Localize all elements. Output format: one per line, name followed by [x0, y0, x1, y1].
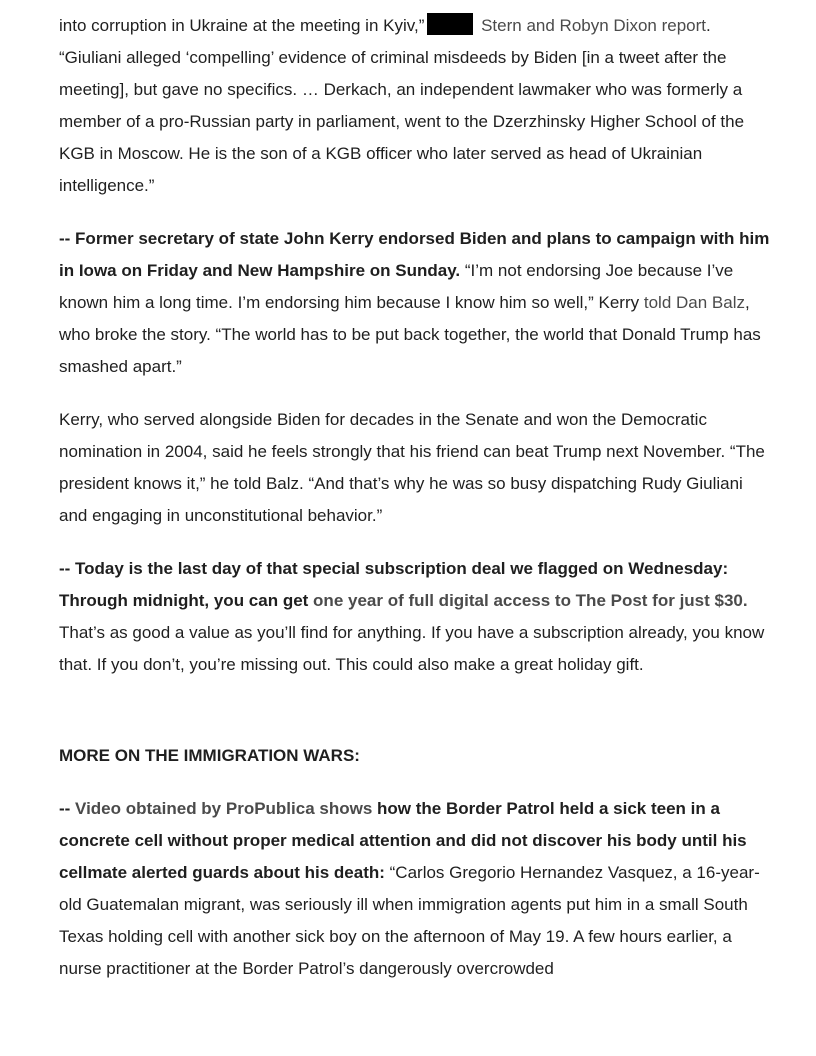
paragraph-ukraine: [59, 10, 774, 202]
paragraph-propublica: [59, 793, 774, 985]
text: , who broke the story. “The world has to be put back together, the world that Donald Trump has smashed apart.”: [59, 293, 761, 376]
section-heading: MORE ON THE IMMIGRATION WARS:: [59, 746, 360, 765]
bold-lead: -- Today is the last day of that special subscription deal we flagged on Wednesday: Through midnight, you can get: [59, 559, 729, 610]
subscription-link[interactable]: one year of full digital access to The Post for just $30.: [313, 591, 748, 610]
bold-lead: how the Border Patrol held a sick teen in a concrete cell without proper medical attention and did not discover his body until his cellmate alerted guards about his death:: [59, 799, 747, 882]
text: Kerry, who served alongside Biden for decades in the Senate and won the Democratic nomination in 2004, said he feels strongly that his friend can beat Trump next November. “The president knows it,” he told Balz. “And that’s why he was so busy dispatching Rudy Giuliani and engaging in unconstitutional behavior.”: [59, 410, 765, 525]
bold-lead: -- Former secretary of state John Kerry endorsed Biden and plans to campaign with him in Iowa on Friday and New Hampshire on Sunday.: [59, 229, 770, 280]
text: That’s as good a value as you’ll find for anything. If you have a subscription already, you know that. If you don’t, you’re missing out. This could also make a great holiday gift.: [59, 623, 765, 674]
article-body: [59, 10, 774, 1006]
stern-dixon-link[interactable]: Stern and Robyn Dixon report: [481, 16, 706, 35]
text: into corruption in Ukraine at the meeting in Kyiv,”: [59, 16, 425, 35]
paragraph-kerry-endorsement: [59, 223, 774, 383]
propublica-link[interactable]: Video obtained by ProPublica shows: [75, 799, 373, 818]
paragraph-kerry-balz: [59, 404, 774, 532]
paragraph-subscription: [59, 553, 774, 681]
text: “Carlos Gregorio Hernandez Vasquez, a 16-year-old Guatemalan migrant, was seriously ill when immigration agents put him in a small South Texas holding cell with another sick boy on the afternoon of May 19. A few hours earlier, a nurse practitioner at the Border Patrol’s dangerously overcrowded: [59, 863, 760, 978]
redaction-block: [427, 13, 473, 35]
text: . “Giuliani alleged ‘compelling’ evidence of criminal misdeeds by Biden [in a tweet after the meeting], but gave no specifics. … Derkach, an independent lawmaker who was formerly a member of a pro-Russian party in parliament, went to the Dzerzhinsky Higher School of the KGB in Moscow. He is the son of a KGB officer who later served as head of Ukrainian intelligence.”: [59, 16, 745, 195]
dash: --: [59, 799, 76, 818]
dan-balz-link[interactable]: told Dan Balz: [643, 293, 745, 312]
text: “I’m not endorsing Joe because I’ve known him a long time. I’m endorsing him because I know him so well,” Kerry: [59, 261, 734, 312]
